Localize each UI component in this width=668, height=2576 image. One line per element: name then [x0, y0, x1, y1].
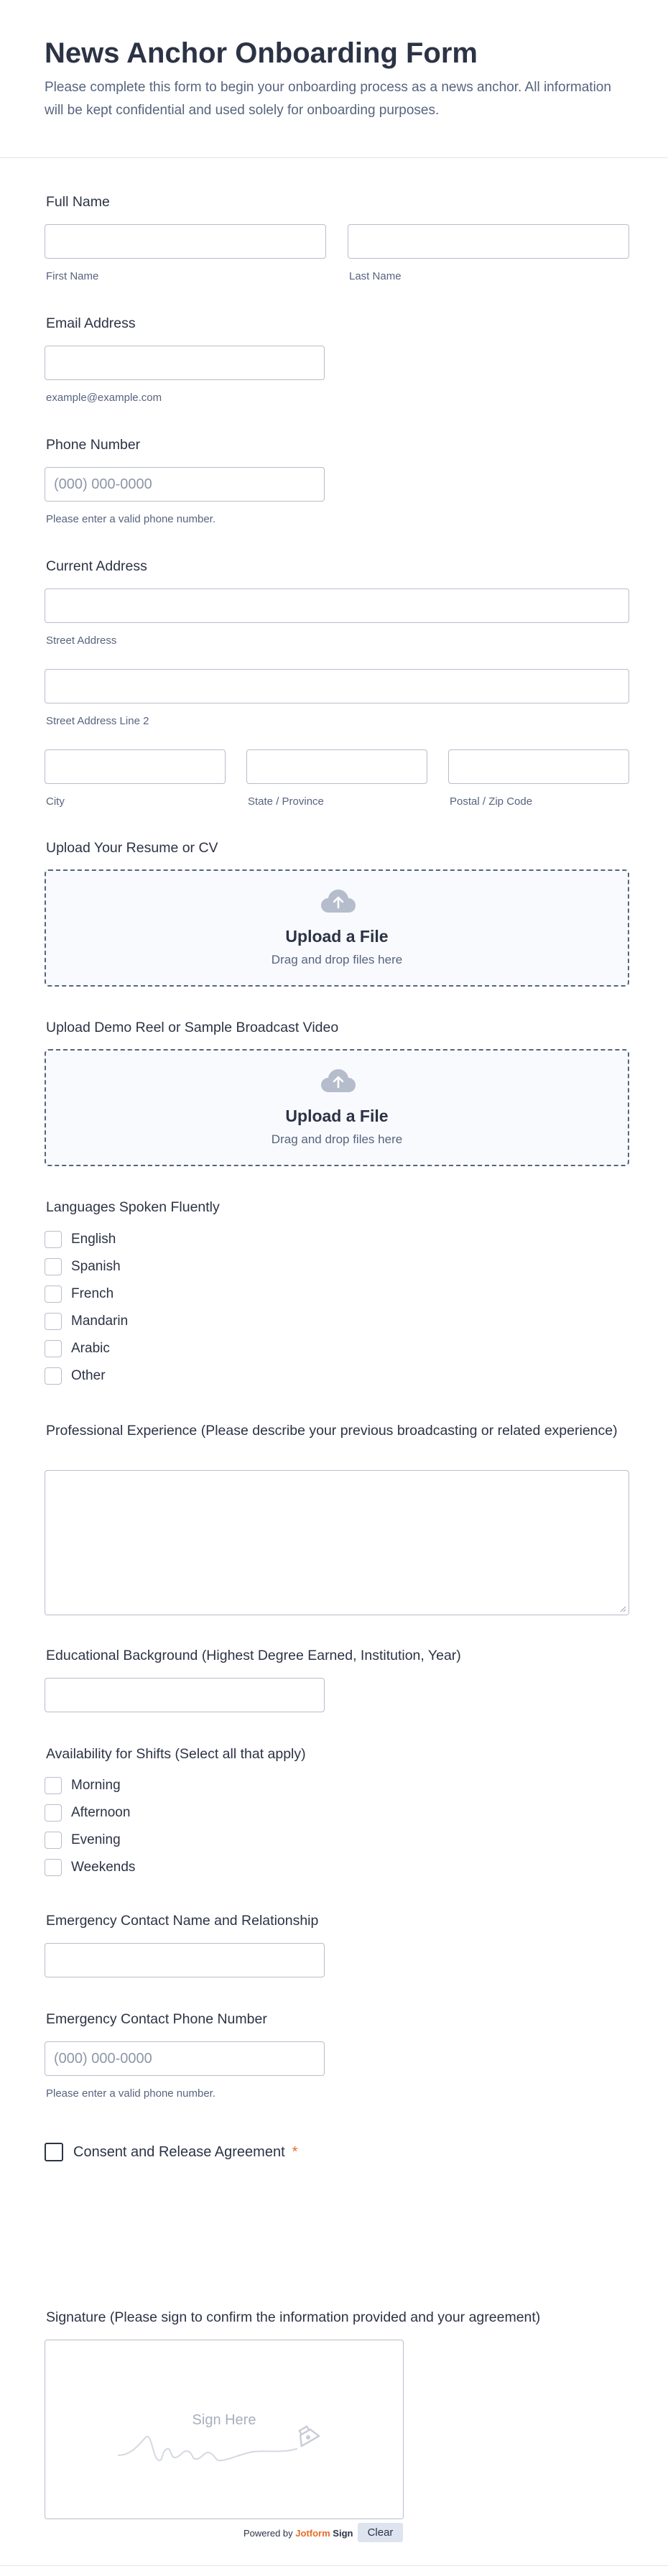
- signature-pad[interactable]: [45, 2340, 404, 2519]
- emergency-phone-sublabel: Please enter a valid phone number.: [46, 2087, 215, 2100]
- signature-scribble-icon: [117, 2416, 325, 2473]
- email-input[interactable]: [45, 346, 325, 380]
- checkbox[interactable]: [45, 1859, 62, 1876]
- availability-option-weekends[interactable]: Weekends: [45, 1858, 135, 1877]
- phone-sublabel: Please enter a valid phone number.: [46, 513, 215, 525]
- checkbox[interactable]: [45, 1258, 62, 1275]
- signature-label: Signature (Please sign to confirm the information provided and your agreement): [46, 2309, 541, 2325]
- city-sublabel: City: [46, 795, 65, 808]
- reel-upload-subtitle: Drag and drop files here: [271, 1132, 403, 1146]
- first-name-input[interactable]: [45, 224, 326, 259]
- signature-placeholder: Sign Here: [192, 2412, 256, 2428]
- experience-label: Professional Experience (Please describe your previous broadcasting or related experience): [46, 1423, 618, 1439]
- emergency-phone-placeholder: (000) 000-0000: [54, 2050, 152, 2067]
- checkbox[interactable]: [45, 1285, 62, 1303]
- form-description: Please complete this form to begin your onboarding process as a news anchor. All information will be kept confidential and used solely for onboarding purposes.: [45, 80, 611, 118]
- zip-sublabel: Postal / Zip Code: [450, 795, 533, 808]
- street-address-input[interactable]: [45, 588, 629, 623]
- checkbox[interactable]: [45, 1804, 62, 1822]
- checkbox[interactable]: [45, 1313, 62, 1330]
- language-option-other[interactable]: Other: [45, 1367, 106, 1385]
- emergency-name-input[interactable]: [45, 1943, 325, 1977]
- availability-label: Availability for Shifts (Select all that apply): [46, 1746, 306, 1762]
- experience-textarea[interactable]: [45, 1470, 629, 1615]
- checkbox[interactable]: [45, 1231, 62, 1248]
- address-label: Current Address: [46, 558, 147, 574]
- resume-upload-subtitle: Drag and drop files here: [271, 953, 403, 966]
- state-sublabel: State / Province: [248, 795, 324, 808]
- emergency-phone-input[interactable]: [45, 2041, 325, 2076]
- consent-checkbox-row[interactable]: [45, 2141, 297, 2163]
- resume-upload-dropzone[interactable]: [45, 869, 629, 987]
- language-option-spanish[interactable]: Spanish: [45, 1257, 121, 1276]
- state-input[interactable]: [246, 749, 427, 784]
- reel-upload-dropzone[interactable]: [45, 1049, 629, 1166]
- education-input[interactable]: [45, 1678, 325, 1712]
- last-name-input[interactable]: [348, 224, 629, 259]
- first-name-sublabel: First Name: [46, 270, 99, 282]
- emergency-name-label: Emergency Contact Name and Relationship: [46, 1913, 319, 1929]
- phone-input[interactable]: [45, 467, 325, 502]
- street-address-line2-input[interactable]: [45, 669, 629, 703]
- availability-option-evening[interactable]: Evening: [45, 1831, 121, 1850]
- street-address-sublabel: Street Address: [46, 634, 117, 647]
- checkbox[interactable]: [45, 1777, 62, 1794]
- language-option-arabic[interactable]: Arabic: [45, 1339, 110, 1358]
- languages-label: Languages Spoken Fluently: [46, 1199, 220, 1215]
- pen-icon: [294, 2424, 319, 2446]
- checkbox[interactable]: [45, 1367, 62, 1385]
- availability-option-afternoon[interactable]: Afternoon: [45, 1804, 130, 1822]
- required-mark: *: [292, 2143, 298, 2160]
- reel-upload-label: Upload Demo Reel or Sample Broadcast Video: [46, 1020, 339, 1035]
- form-title: News Anchor Onboarding Form: [45, 37, 478, 69]
- phone-placeholder: (000) 000-0000: [54, 476, 152, 492]
- checkbox[interactable]: [45, 1832, 62, 1849]
- full-name-label: Full Name: [46, 194, 110, 210]
- clear-signature-button[interactable]: Clear: [358, 2523, 403, 2542]
- availability-option-morning[interactable]: Morning: [45, 1776, 121, 1795]
- education-label: Educational Background (Highest Degree Earned, Institution, Year): [46, 1648, 461, 1663]
- email-sublabel: example@example.com: [46, 392, 162, 404]
- language-option-french[interactable]: French: [45, 1285, 113, 1303]
- cloud-upload-icon: [320, 888, 356, 914]
- consent-label: Consent and Release Agreement: [73, 2143, 285, 2160]
- consent-checkbox[interactable]: [45, 2143, 63, 2161]
- last-name-sublabel: Last Name: [349, 270, 402, 282]
- checkbox[interactable]: [45, 1340, 62, 1357]
- zip-input[interactable]: [448, 749, 629, 784]
- form-header: [0, 0, 668, 158]
- language-option-english[interactable]: English: [45, 1230, 116, 1249]
- email-label: Email Address: [46, 315, 136, 331]
- phone-label: Phone Number: [46, 437, 141, 453]
- powered-by-text: Powered by Jotform Sign: [243, 2528, 353, 2539]
- emergency-phone-label: Emergency Contact Phone Number: [46, 2011, 267, 2027]
- language-option-mandarin[interactable]: Mandarin: [45, 1312, 128, 1331]
- cloud-upload-icon: [320, 1068, 356, 1094]
- resize-handle-icon[interactable]: [619, 1605, 626, 1612]
- resume-upload-title: Upload a File: [285, 927, 389, 946]
- street-address-line2-sublabel: Street Address Line 2: [46, 715, 149, 727]
- divider: [0, 2565, 668, 2566]
- resume-upload-label: Upload Your Resume or CV: [46, 840, 218, 856]
- city-input[interactable]: [45, 749, 226, 784]
- reel-upload-title: Upload a File: [285, 1107, 389, 1125]
